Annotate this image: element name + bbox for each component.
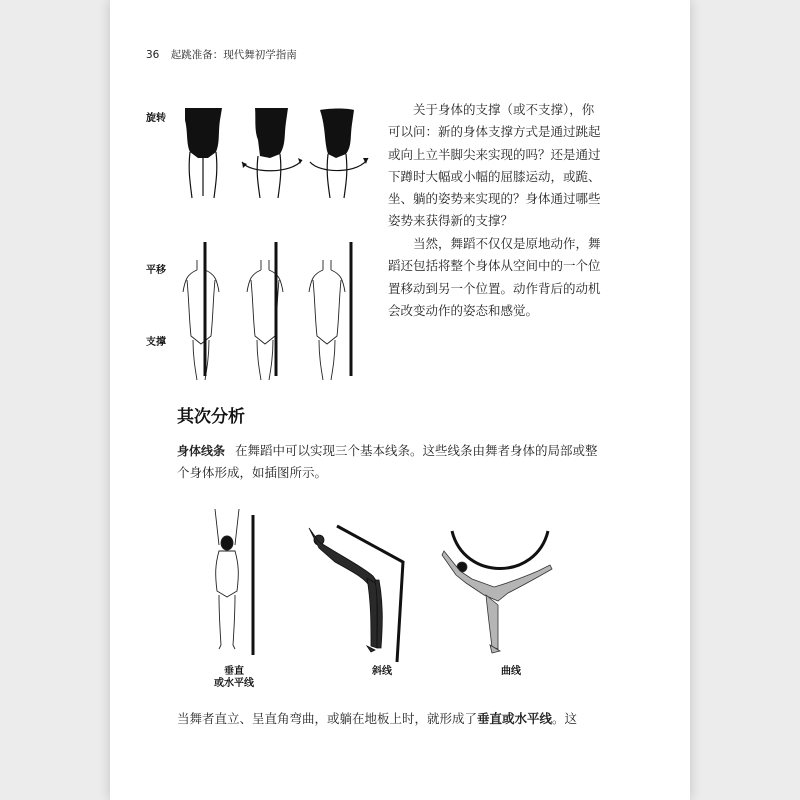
bottom-text-line <box>177 708 607 730</box>
bottom-text-after: 。这 <box>552 711 578 726</box>
diagonal-line-illustration <box>305 522 410 662</box>
caption-curve: 曲线 <box>501 666 521 677</box>
runin-term: 身体线条 <box>177 444 226 458</box>
caption-vertical <box>205 666 263 690</box>
section-body-text: 在舞蹈中可以实现三个基本线条。这些线条由舞者身体的局部或整个身体形成，如插图所示。 <box>177 443 598 481</box>
running-title: 起跳准备：现代舞初学指南 <box>170 49 297 61</box>
intro-paragraph-1: 关于身体的支撑（或不支撑），你可以问：新的身体支撑方式是通过跳起或向上立半脚尖来实现的吗？还是通过下蹲时大幅或小幅的屈膝运动，或跪、坐、躺的姿势来实现的？身体通过哪些姿势来获得新的支撑？ <box>388 102 601 229</box>
caption-diagonal: 斜线 <box>372 666 392 677</box>
page-number: 36 <box>146 49 160 61</box>
rotation-illustration <box>170 100 390 210</box>
bottom-text-emphasis: 垂直或水平线 <box>477 711 553 726</box>
translation-support-illustration <box>175 240 375 380</box>
curve-line-illustration <box>438 525 563 660</box>
vertical-line-illustration <box>205 505 265 665</box>
running-header <box>146 47 297 62</box>
rotation-torso-quarter <box>242 108 302 198</box>
section-heading: 其次分析 <box>177 407 245 427</box>
support-figure-left <box>183 260 219 380</box>
caption-vertical-line1: 垂直 <box>224 666 244 677</box>
section-body <box>177 440 602 485</box>
rotation-torso-front <box>185 108 222 198</box>
rotation-torso-side <box>310 109 368 199</box>
label-rotation: 旋转 <box>146 113 166 124</box>
label-support: 支撑 <box>146 337 166 348</box>
intro-paragraph-2: 当然，舞蹈不仅仅是原地动作，舞蹈还包括将整个身体从空间中的一个位置移动到另一个位置。动作背后的动机会改变动作的姿态和感觉。 <box>388 236 601 318</box>
support-figure-middle <box>247 260 283 380</box>
caption-vertical-line2: 或水平线 <box>214 678 254 689</box>
bottom-text-before: 当舞者直立、呈直角弯曲，或躺在地板上时，就形成了 <box>177 711 478 726</box>
support-figure-right <box>309 260 345 380</box>
label-translation: 平移 <box>146 265 166 276</box>
